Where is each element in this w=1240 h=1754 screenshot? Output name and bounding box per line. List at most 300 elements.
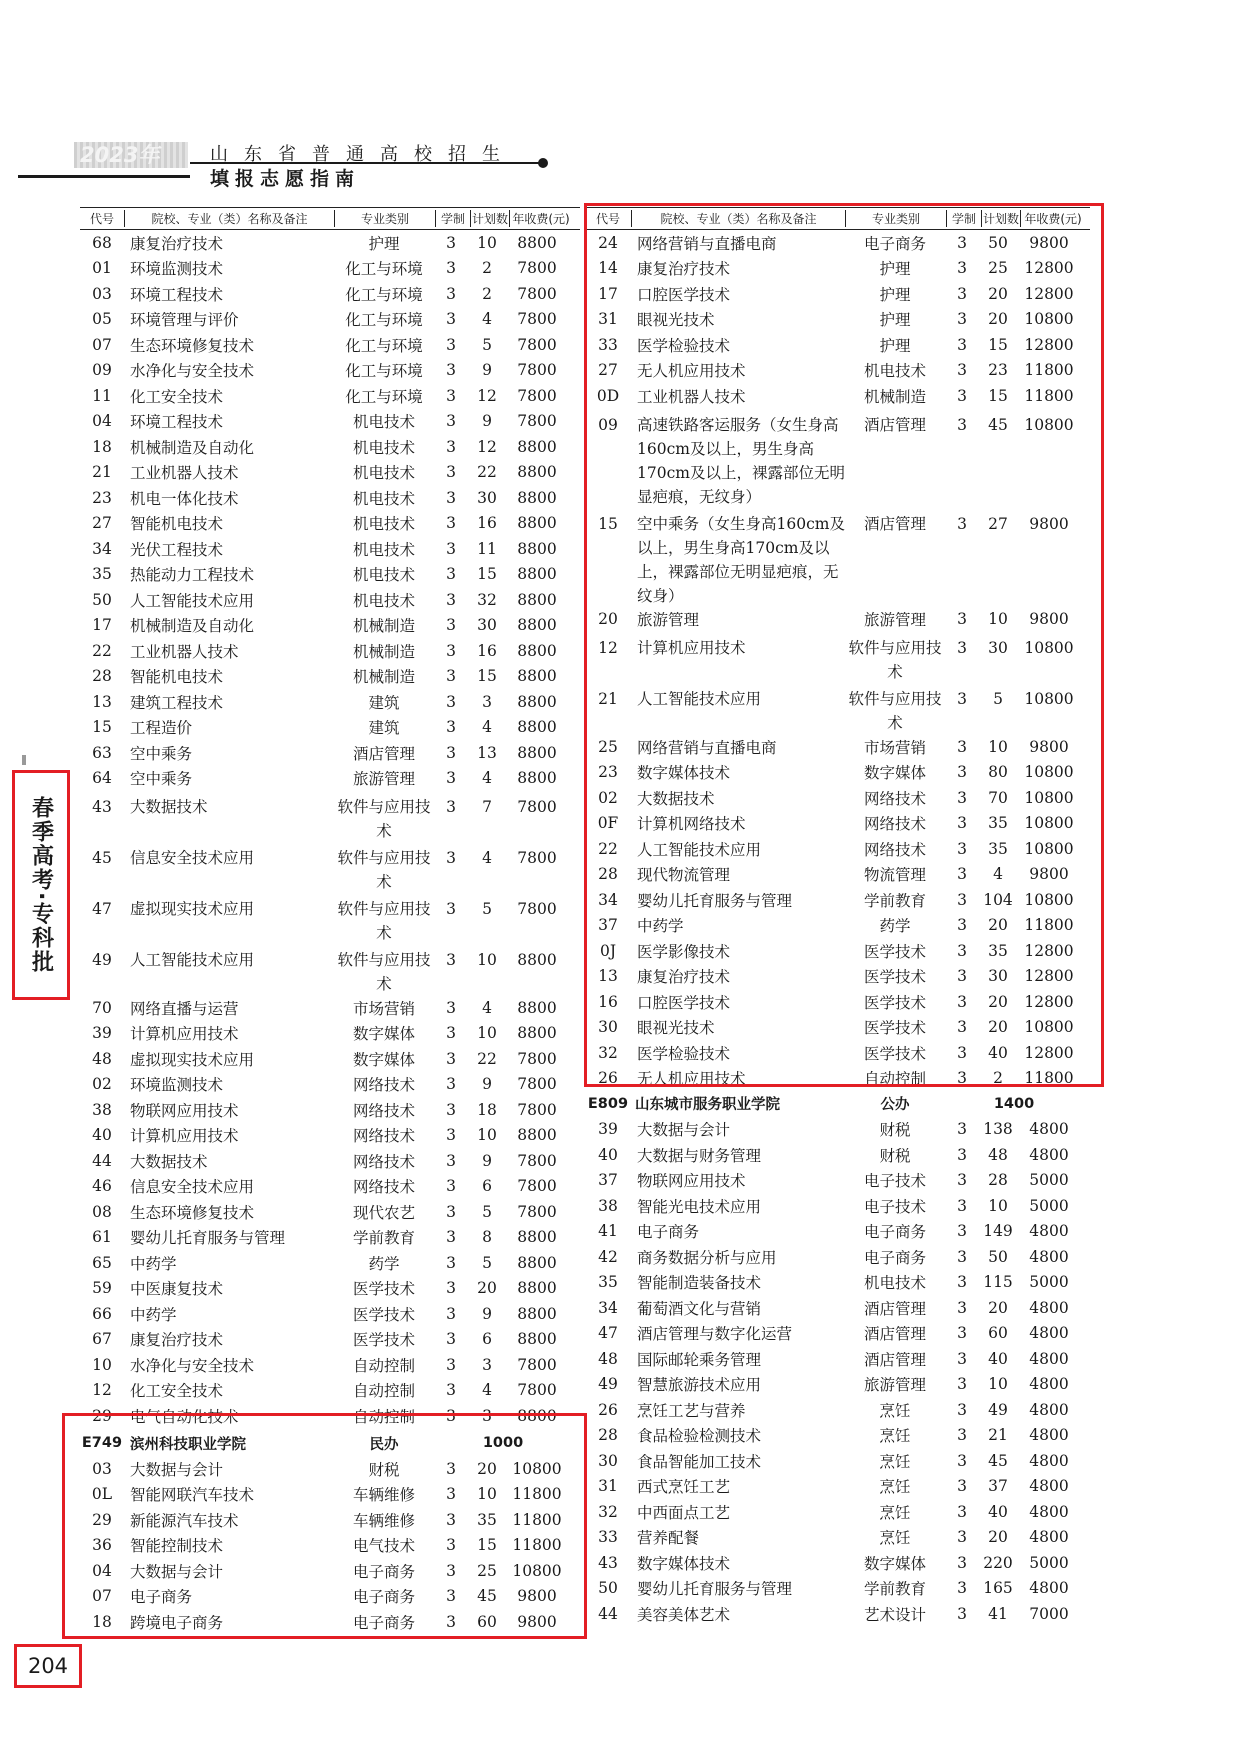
row-plan: 35 (988, 839, 1008, 858)
row-fee: 4800 (1029, 1145, 1069, 1164)
row-fee: 11800 (512, 1510, 562, 1529)
row-code: 34 (92, 539, 112, 558)
row-plan: 9 (482, 1151, 492, 1170)
row-fee: 5000 (1029, 1171, 1069, 1190)
row-code: 03 (92, 1459, 112, 1478)
row-years: 3 (446, 284, 456, 303)
row-code: 37 (598, 1171, 618, 1190)
row-years: 3 (957, 284, 967, 303)
table-row (585, 1397, 1090, 1423)
row-fee: 12800 (1024, 1043, 1074, 1062)
row-plan: 149 (983, 1222, 1013, 1241)
row-code: 41 (598, 1222, 618, 1241)
row-plan: 20 (988, 992, 1008, 1011)
row-category: 电气技术 (352, 1537, 415, 1556)
row-category: 软件与应用技术 (337, 900, 431, 942)
row-fee: 8800 (517, 667, 557, 686)
row-plan: 6 (482, 1177, 492, 1196)
row-name: 计算机应用技术 (130, 1127, 239, 1146)
row-code: 05 (92, 310, 112, 329)
row-name: 口腔医学技术 (637, 993, 731, 1012)
row-category: 数字媒体 (863, 764, 926, 783)
row-category: 网络技术 (352, 1076, 415, 1095)
table-row (80, 587, 580, 613)
row-category: 化工与环境 (345, 336, 423, 355)
row-name: 康复治疗技术 (130, 234, 224, 253)
row-plan: 5 (482, 1202, 492, 1221)
row-years: 3 (957, 1043, 967, 1062)
school-plan: 1000 (482, 1435, 524, 1452)
table-row (585, 1576, 1090, 1602)
row-years: 3 (446, 1330, 456, 1349)
row-plan: 5 (482, 335, 492, 354)
row-name: 物联网应用技术 (130, 1101, 239, 1120)
row-code: 37 (598, 916, 618, 935)
row-fee: 7800 (517, 1100, 557, 1119)
row-plan: 4 (482, 310, 492, 329)
row-name: 环境监测技术 (130, 260, 224, 279)
row-fee: 8800 (517, 1406, 557, 1425)
table-row (80, 434, 580, 460)
row-code: 0J (599, 941, 617, 960)
row-name: 大数据技术 (130, 1152, 208, 1171)
row-category: 财税 (879, 1121, 911, 1140)
header-category: 专业类别 (845, 210, 946, 227)
row-code: 33 (598, 1528, 618, 1547)
row-years: 3 (957, 737, 967, 756)
school-type: 公办 (880, 1097, 910, 1114)
row-plan: 20 (988, 1298, 1008, 1317)
row-name: 智能网联汽车技术 (130, 1486, 255, 1505)
row-code: 21 (598, 690, 618, 708)
row-fee: 12800 (1024, 335, 1074, 354)
row-years: 3 (957, 1247, 967, 1266)
row-name: 酒店管理与数字化运营 (637, 1325, 793, 1344)
row-plan: 40 (988, 1349, 1008, 1368)
row-name: 环境工程技术 (130, 413, 224, 432)
row-years: 3 (446, 386, 456, 405)
row-code: 29 (92, 1406, 112, 1425)
table-row (80, 383, 580, 409)
row-code: 23 (92, 488, 112, 507)
row-years: 3 (957, 1502, 967, 1521)
e809-table-body (585, 1117, 1090, 1627)
row-category: 网络技术 (352, 1178, 415, 1197)
row-name: 生态环境修复技术 (130, 1203, 255, 1222)
row-code: 39 (92, 1024, 112, 1043)
row-name: 新能源汽车技术 (130, 1511, 239, 1530)
table-row (80, 1301, 580, 1327)
row-plan: 20 (988, 1528, 1008, 1547)
row-fee: 7000 (1029, 1604, 1069, 1623)
row-fee: 7800 (517, 1381, 557, 1400)
table-row (80, 230, 580, 256)
row-category: 护理 (879, 336, 911, 355)
table-row (80, 842, 580, 893)
row-plan: 16 (477, 514, 497, 533)
row-plan: 10 (988, 610, 1008, 629)
row-code: 66 (92, 1304, 112, 1323)
table-row (585, 1474, 1090, 1500)
row-name: 人工智能技术应用 (130, 591, 255, 610)
header-code: 代号 (595, 212, 620, 226)
table-row (80, 307, 580, 333)
row-code: 29 (92, 1510, 112, 1529)
table-row (80, 1123, 580, 1149)
row-years: 3 (446, 1024, 456, 1043)
row-code: 09 (92, 361, 112, 380)
row-plan: 16 (477, 641, 497, 660)
row-fee: 7800 (517, 310, 557, 329)
row-years: 3 (957, 639, 967, 657)
row-name: 光伏工程技术 (130, 540, 224, 559)
row-years: 3 (446, 233, 456, 252)
row-code: 12 (598, 639, 618, 657)
table-row (80, 613, 580, 639)
row-plan: 28 (988, 1171, 1008, 1190)
row-years: 3 (446, 412, 456, 431)
row-name: 物联网应用技术 (637, 1172, 746, 1191)
page-number: 204 (14, 1644, 82, 1688)
row-fee: 10800 (512, 1561, 562, 1580)
row-plan: 25 (988, 259, 1008, 278)
row-category: 网络技术 (352, 1127, 415, 1146)
row-years: 3 (446, 743, 456, 762)
row-fee: 4800 (1029, 1502, 1069, 1521)
row-fee: 12800 (1024, 967, 1074, 986)
row-plan: 8 (482, 1228, 492, 1247)
row-plan: 4 (993, 865, 1003, 884)
row-category: 学前教育 (352, 1229, 415, 1248)
row-fee: 7800 (517, 259, 557, 278)
table-row (585, 1448, 1090, 1474)
row-category: 数字媒体 (352, 1050, 415, 1069)
table-row (80, 332, 580, 358)
row-years: 3 (957, 1298, 967, 1317)
row-plan: 10 (477, 951, 497, 969)
header-rule-left (18, 175, 190, 178)
row-plan: 5 (482, 1253, 492, 1272)
row-years: 3 (446, 565, 456, 584)
row-code: 49 (598, 1375, 618, 1394)
table-row (80, 358, 580, 384)
row-category: 化工与环境 (345, 311, 423, 330)
row-fee: 8800 (517, 1304, 557, 1323)
row-name: 智能机电技术 (130, 668, 224, 687)
row-name: 机械制造及自动化 (130, 438, 255, 457)
row-name: 工程造价 (130, 719, 193, 738)
row-category: 车辆维修 (352, 1511, 415, 1530)
table-row (80, 1327, 580, 1353)
row-fee: 4800 (1029, 1375, 1069, 1394)
row-plan: 3 (482, 692, 492, 711)
row-plan: 20 (477, 1279, 497, 1298)
row-code: 0D (596, 386, 620, 405)
row-name: 食品智能加工技术 (637, 1452, 762, 1471)
row-name: 西式烹饪工艺 (637, 1478, 731, 1497)
row-plan: 30 (988, 967, 1008, 986)
row-plan: 40 (988, 1502, 1008, 1521)
row-category: 机械制造 (863, 387, 926, 406)
row-name: 婴幼儿托育服务与管理 (637, 1580, 793, 1599)
row-category: 软件与应用技术 (337, 951, 431, 993)
row-code: 03 (92, 284, 112, 303)
row-category: 软件与应用技术 (848, 690, 942, 732)
row-code: 04 (92, 412, 112, 431)
row-years: 3 (957, 1145, 967, 1164)
table-row (80, 689, 580, 715)
row-fee: 12800 (1024, 992, 1074, 1011)
row-category: 数字媒体 (352, 1025, 415, 1044)
row-years: 3 (446, 437, 456, 456)
row-category: 医学技术 (352, 1305, 415, 1324)
row-years: 3 (957, 992, 967, 1011)
row-name: 中医康复技术 (130, 1280, 224, 1299)
row-plan: 10 (988, 737, 1008, 756)
row-fee: 10800 (1024, 690, 1074, 708)
row-fee: 10800 (1024, 788, 1074, 807)
row-category: 酒店管理 (863, 1350, 926, 1369)
row-fee: 7800 (517, 1049, 557, 1068)
row-name: 商务数据分析与应用 (637, 1248, 777, 1267)
row-category: 医学技术 (863, 1044, 926, 1063)
row-plan: 22 (477, 463, 497, 482)
row-fee: 4800 (1029, 1426, 1069, 1445)
row-years: 3 (957, 788, 967, 807)
row-years: 3 (957, 839, 967, 858)
row-fee: 7800 (517, 1177, 557, 1196)
row-category: 建筑 (368, 719, 400, 738)
table-row (80, 1174, 580, 1200)
row-years: 3 (446, 1587, 456, 1606)
row-code: 11 (92, 386, 112, 405)
row-category: 医学技术 (352, 1331, 415, 1350)
row-category: 艺术设计 (863, 1605, 926, 1624)
row-category: 烹饪 (879, 1401, 911, 1420)
row-code: 65 (92, 1253, 112, 1272)
row-code: 01 (92, 259, 112, 278)
row-plan: 11 (477, 539, 497, 558)
row-years: 3 (957, 514, 967, 533)
row-category: 医学技术 (863, 993, 926, 1012)
row-name: 康复治疗技术 (637, 968, 731, 987)
side-label-text: 春季高考·专科批 (28, 795, 54, 975)
row-name: 康复治疗技术 (130, 1331, 224, 1350)
row-category: 市场营销 (863, 738, 926, 757)
row-fee: 7800 (517, 335, 557, 354)
row-years: 3 (957, 1273, 967, 1292)
table-row (80, 1250, 580, 1276)
row-name: 计算机应用技术 (637, 639, 746, 657)
row-plan: 15 (477, 565, 497, 584)
year-badge: 2023年 (74, 142, 188, 168)
row-category: 机电技术 (863, 362, 926, 381)
row-plan: 2 (482, 284, 492, 303)
row-fee: 8800 (517, 1126, 557, 1145)
side-section-label (12, 770, 70, 1000)
row-years: 3 (957, 1451, 967, 1470)
row-years: 3 (957, 941, 967, 960)
row-name: 美容美体艺术 (637, 1605, 731, 1624)
row-name: 虚拟现实技术应用 (130, 1050, 255, 1069)
row-code: 59 (92, 1279, 112, 1298)
row-code: 07 (92, 335, 112, 354)
table-row (585, 1142, 1090, 1168)
table-row (585, 1219, 1090, 1245)
row-category: 学前教育 (863, 891, 926, 910)
row-fee: 8800 (517, 1253, 557, 1272)
row-name: 口腔医学技术 (637, 285, 731, 304)
row-fee: 7800 (517, 412, 557, 431)
row-name: 计算机网络技术 (637, 815, 746, 834)
header-name: 院校、专业（类）名称及备注 (124, 210, 334, 227)
row-years: 3 (446, 1126, 456, 1145)
row-plan: 5 (482, 900, 492, 918)
row-category: 化工与环境 (345, 285, 423, 304)
row-years: 3 (446, 1536, 456, 1555)
row-code: 24 (598, 233, 618, 252)
row-category: 机电技术 (352, 566, 415, 585)
row-plan: 32 (477, 590, 497, 609)
row-name: 环境管理与评价 (130, 311, 239, 330)
row-plan: 104 (983, 890, 1013, 909)
header-title-line2: 填报志愿指南 (210, 168, 361, 190)
row-years: 3 (957, 916, 967, 935)
row-plan: 115 (983, 1273, 1013, 1292)
row-years: 3 (446, 1510, 456, 1529)
row-category: 软件与应用技术 (337, 798, 431, 840)
row-category: 机电技术 (352, 413, 415, 432)
row-fee: 10800 (1024, 639, 1074, 657)
row-name: 婴幼儿托育服务与管理 (130, 1229, 286, 1248)
row-category: 酒店管理 (863, 514, 926, 533)
row-code: 47 (598, 1324, 618, 1343)
row-plan: 4 (482, 1381, 492, 1400)
row-plan: 60 (988, 1324, 1008, 1343)
row-years: 3 (446, 1459, 456, 1478)
row-name: 跨境电子商务 (130, 1613, 224, 1632)
row-category: 软件与应用技术 (337, 849, 431, 891)
row-name: 中西面点工艺 (637, 1503, 731, 1522)
row-name: 电气自动化技术 (130, 1407, 239, 1426)
header-code: 代号 (89, 212, 114, 226)
row-code: 02 (598, 788, 618, 807)
row-name: 康复治疗技术 (637, 260, 731, 279)
row-name: 计算机应用技术 (130, 1025, 239, 1044)
table-row (80, 1148, 580, 1174)
row-fee: 8800 (517, 692, 557, 711)
row-category: 酒店管理 (863, 1299, 926, 1318)
row-fee: 11800 (1024, 361, 1074, 380)
header-fee: 年收费(元) (1020, 210, 1085, 227)
row-name: 大数据技术 (130, 798, 208, 816)
row-code: 49 (92, 951, 112, 969)
row-fee: 8800 (517, 590, 557, 609)
row-years: 3 (957, 1171, 967, 1190)
row-name: 机电一体化技术 (130, 489, 239, 508)
row-years: 3 (957, 1426, 967, 1445)
row-category: 机电技术 (352, 438, 415, 457)
row-plan: 12 (477, 437, 497, 456)
row-name: 国际邮轮乘务管理 (637, 1350, 762, 1369)
row-plan: 15 (477, 1536, 497, 1555)
row-fee: 8800 (517, 1228, 557, 1247)
row-category: 自动控制 (863, 1070, 926, 1089)
row-code: 50 (598, 1579, 618, 1598)
row-name: 医学影像技术 (637, 942, 731, 961)
row-code: 67 (92, 1330, 112, 1349)
table-row (585, 1372, 1090, 1398)
row-name: 大数据与会计 (130, 1562, 224, 1581)
row-category: 化工与环境 (345, 387, 423, 406)
row-name: 电子商务 (637, 1223, 700, 1242)
row-name: 人工智能技术应用 (637, 840, 762, 859)
row-fee: 10800 (1024, 839, 1074, 858)
row-fee: 5000 (1029, 1196, 1069, 1215)
row-name: 生态环境修复技术 (130, 336, 255, 355)
row-years: 3 (957, 310, 967, 329)
row-fee: 7800 (517, 1202, 557, 1221)
row-years: 3 (446, 1304, 456, 1323)
row-years: 3 (446, 488, 456, 507)
row-plan: 40 (988, 1043, 1008, 1062)
row-name: 智慧旅游技术应用 (637, 1376, 762, 1395)
row-name: 空中乘务 (130, 770, 193, 789)
row-fee: 7800 (517, 900, 557, 918)
table-row (80, 766, 580, 792)
row-code: 32 (598, 1502, 618, 1521)
row-plan: 2 (993, 1069, 1003, 1088)
row-fee: 4800 (1029, 1528, 1069, 1547)
row-years: 3 (446, 1100, 456, 1119)
row-plan: 220 (983, 1553, 1013, 1572)
school-code: E809 (587, 1095, 629, 1112)
row-fee: 8800 (517, 641, 557, 660)
row-name: 中药学 (637, 917, 684, 936)
row-fee: 11800 (1024, 1069, 1074, 1088)
row-category: 烹饪 (879, 1452, 911, 1471)
row-years: 3 (957, 259, 967, 278)
row-code: 22 (598, 839, 618, 858)
table-row (80, 485, 580, 511)
row-code: 43 (92, 798, 112, 816)
row-code: 31 (598, 1477, 618, 1496)
row-fee: 5000 (1029, 1553, 1069, 1572)
row-years: 3 (957, 1120, 967, 1139)
row-name: 大数据与财务管理 (637, 1146, 762, 1165)
row-plan: 10 (477, 1485, 497, 1504)
row-code: 02 (92, 1075, 112, 1094)
row-plan: 10 (477, 1024, 497, 1043)
row-name: 人工智能技术应用 (130, 951, 255, 969)
row-plan: 80 (988, 763, 1008, 782)
row-plan: 15 (988, 335, 1008, 354)
row-code: 28 (598, 865, 618, 884)
table-row (585, 1499, 1090, 1525)
row-category: 机电技术 (352, 515, 415, 534)
row-name: 数字媒体技术 (637, 1554, 731, 1573)
row-code: 35 (92, 565, 112, 584)
row-fee: 8800 (517, 1279, 557, 1298)
row-plan: 12 (477, 386, 497, 405)
row-code: 35 (598, 1273, 618, 1292)
row-plan: 25 (477, 1561, 497, 1580)
row-code: 30 (598, 1018, 618, 1037)
header-plan: 计划数 (982, 212, 1019, 226)
row-code: 14 (598, 259, 618, 278)
row-years: 3 (446, 539, 456, 558)
row-code: 38 (92, 1100, 112, 1119)
